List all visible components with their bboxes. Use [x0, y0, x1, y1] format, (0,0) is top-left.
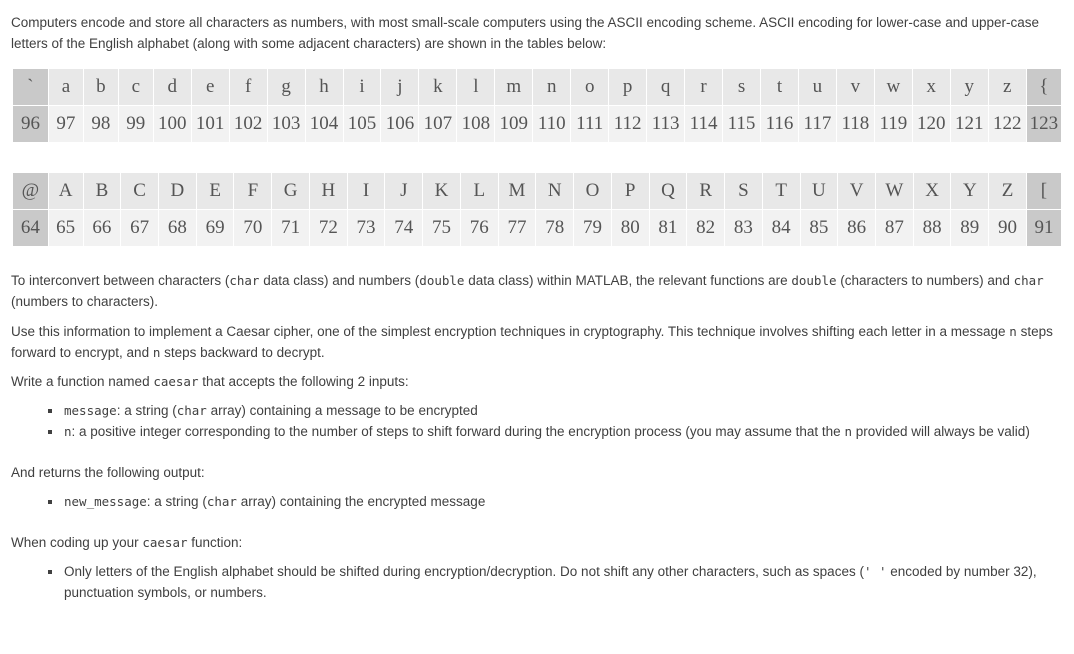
ascii-cell: 86 — [838, 210, 876, 247]
ascii-cell: O — [574, 173, 612, 210]
ascii-cell: 89 — [951, 210, 989, 247]
ascii-cell: h — [305, 69, 343, 106]
ascii-cell: e — [191, 69, 229, 106]
coding-paragraph — [11, 532, 1062, 553]
ascii-cell: M — [498, 173, 536, 210]
code-n: n — [64, 424, 72, 439]
ascii-cell: 111 — [571, 106, 609, 143]
ascii-cell: o — [571, 69, 609, 106]
lowercase-char-row — [13, 69, 1062, 106]
code-double: double — [791, 273, 837, 288]
ascii-cell: 112 — [609, 106, 647, 143]
ascii-cell: p — [609, 69, 647, 106]
ascii-cell: d — [153, 69, 191, 106]
ascii-cell: 114 — [685, 106, 723, 143]
ascii-cell: 108 — [457, 106, 495, 143]
ascii-cell: 65 — [48, 210, 83, 247]
ascii-cell: x — [912, 69, 950, 106]
ascii-cell: 115 — [723, 106, 761, 143]
ascii-cell: N — [536, 173, 574, 210]
ascii-cell: 64 — [13, 210, 49, 247]
ascii-cell: 99 — [118, 106, 153, 143]
ascii-cell: 87 — [875, 210, 913, 247]
ascii-cell: 123 — [1026, 106, 1061, 143]
ascii-cell: 82 — [687, 210, 725, 247]
intro-paragraph: Computers encode and store all characters as numbers, with most small-scale computers using the ASCII encoding scheme. ASCII encoding for lower-case and upper-case letters of the English alphabet (along with some adjacent characters) are shown in the tables below: — [11, 15, 1040, 51]
uppercase-code-row — [13, 210, 1062, 247]
ascii-cell: 76 — [460, 210, 498, 247]
ascii-cell: w — [874, 69, 912, 106]
text: array) containing a message to be encrypted — [206, 403, 478, 418]
ascii-cell: 106 — [381, 106, 419, 143]
text: function: — [187, 535, 243, 550]
ascii-cell: R — [687, 173, 725, 210]
ascii-cell: 70 — [234, 210, 272, 247]
ascii-cell: 91 — [1026, 210, 1061, 247]
ascii-cell: 118 — [836, 106, 874, 143]
ascii-cell: W — [875, 173, 913, 210]
ascii-cell: 113 — [647, 106, 685, 143]
code-char: char — [1013, 273, 1044, 288]
ascii-cell: 109 — [495, 106, 533, 143]
ascii-cell: b — [83, 69, 118, 106]
code-new-message: new_message — [64, 494, 147, 509]
ascii-cell: n — [533, 69, 571, 106]
ascii-cell: T — [762, 173, 800, 210]
text: data class) within MATLAB, the relevant functions are — [464, 273, 792, 288]
ascii-cell: 117 — [798, 106, 836, 143]
returns-paragraph: And returns the following output: — [11, 465, 205, 480]
code-char: char — [176, 403, 207, 418]
ascii-cell: 105 — [343, 106, 381, 143]
inputs-list — [11, 400, 1062, 442]
code-char: char — [206, 494, 237, 509]
text: Only letters of the English alphabet should be shifted during encryption/decryption. Do not shift any other characters, such as spaces ( — [64, 564, 864, 579]
uppercase-ascii-table — [12, 172, 1062, 247]
ascii-cell: E — [196, 173, 234, 210]
ascii-cell: a — [48, 69, 83, 106]
ascii-cell: { — [1026, 69, 1061, 106]
ascii-cell: A — [48, 173, 83, 210]
ascii-cell: 75 — [423, 210, 461, 247]
text: Use this information to implement a Caesar cipher, one of the simplest encryption techniques in cryptography. This technique involves shifting each letter in a message — [11, 324, 1010, 339]
ascii-cell: f — [229, 69, 267, 106]
ascii-cell: 67 — [121, 210, 159, 247]
ascii-cell: H — [309, 173, 347, 210]
code-caesar: caesar — [153, 374, 199, 389]
ascii-cell: 66 — [83, 210, 121, 247]
ascii-cell: 73 — [347, 210, 385, 247]
ascii-cell: k — [419, 69, 457, 106]
text: : a string ( — [116, 403, 177, 418]
ascii-cell: l — [457, 69, 495, 106]
text: When coding up your — [11, 535, 143, 550]
ascii-cell: u — [798, 69, 836, 106]
ascii-cell: P — [611, 173, 649, 210]
text: (characters to numbers) and — [836, 273, 1014, 288]
ascii-cell: 81 — [649, 210, 687, 247]
ascii-cell: U — [800, 173, 838, 210]
ascii-cell: Z — [989, 173, 1027, 210]
ascii-cell: r — [685, 69, 723, 106]
ascii-cell: i — [343, 69, 381, 106]
ascii-cell: 103 — [267, 106, 305, 143]
ascii-cell: 78 — [536, 210, 574, 247]
ascii-cell: Q — [649, 173, 687, 210]
text: : a positive integer corresponding to the number of steps to shift forward during the encryption process (you may assume that the — [71, 424, 845, 439]
ascii-cell: V — [838, 173, 876, 210]
output-new-message-item — [64, 491, 1062, 512]
ascii-cell: 84 — [762, 210, 800, 247]
code-caesar: caesar — [142, 535, 188, 550]
ascii-cell: I — [347, 173, 385, 210]
ascii-cell: 83 — [725, 210, 763, 247]
ascii-cell: 121 — [950, 106, 988, 143]
ascii-cell: 79 — [574, 210, 612, 247]
ascii-cell: C — [121, 173, 159, 210]
ascii-cell: 120 — [912, 106, 950, 143]
text: provided will always be valid) — [851, 424, 1030, 439]
lowercase-code-row — [13, 106, 1062, 143]
ascii-cell: 88 — [913, 210, 951, 247]
ascii-cell: c — [118, 69, 153, 106]
ascii-cell: 68 — [159, 210, 197, 247]
code-n: n — [152, 345, 161, 360]
code-space: ' ' — [863, 564, 887, 579]
ascii-cell: [ — [1026, 173, 1061, 210]
text: steps backward to decrypt. — [160, 345, 325, 360]
ascii-cell: 102 — [229, 106, 267, 143]
ascii-cell: 98 — [83, 106, 118, 143]
ascii-cell: S — [725, 173, 763, 210]
ascii-cell: 71 — [272, 210, 310, 247]
ascii-cell: v — [836, 69, 874, 106]
ascii-cell: 107 — [419, 106, 457, 143]
ascii-cell: t — [761, 69, 799, 106]
write-paragraph — [11, 371, 1062, 392]
ascii-cell: 77 — [498, 210, 536, 247]
ascii-cell: 90 — [989, 210, 1027, 247]
ascii-cell: j — [381, 69, 419, 106]
ascii-cell: 119 — [874, 106, 912, 143]
ascii-cell: L — [460, 173, 498, 210]
ascii-cell: 97 — [48, 106, 83, 143]
rules-list — [11, 561, 1062, 603]
ascii-cell: 110 — [533, 106, 571, 143]
ascii-cell: ` — [13, 69, 49, 106]
ascii-cell: m — [495, 69, 533, 106]
use-paragraph — [11, 321, 1062, 363]
ascii-cell: 104 — [305, 106, 343, 143]
text: steps forward to encrypt, and — [11, 324, 1053, 360]
ascii-cell: K — [423, 173, 461, 210]
ascii-cell: Y — [951, 173, 989, 210]
text: array) containing the encrypted message — [236, 494, 486, 509]
lowercase-ascii-table — [12, 68, 1062, 143]
rule-item — [64, 561, 1062, 603]
ascii-cell: D — [159, 173, 197, 210]
uppercase-char-row — [13, 173, 1062, 210]
text: data class) and numbers ( — [259, 273, 420, 288]
ascii-cell: X — [913, 173, 951, 210]
outputs-list — [11, 491, 1062, 512]
text: that accepts the following 2 inputs: — [198, 374, 409, 389]
ascii-cell: q — [647, 69, 685, 106]
code-double: double — [419, 273, 465, 288]
ascii-cell: 85 — [800, 210, 838, 247]
text: To interconvert between characters ( — [11, 273, 230, 288]
code-n: n — [844, 424, 852, 439]
convert-paragraph — [11, 270, 1062, 312]
input-n-item — [64, 421, 1062, 442]
text: encoded by number 32), punctuation symbols, or numbers. — [64, 564, 1037, 600]
ascii-cell: 122 — [988, 106, 1026, 143]
ascii-cell: F — [234, 173, 272, 210]
ascii-cell: B — [83, 173, 121, 210]
text: Write a function named — [11, 374, 154, 389]
ascii-cell: g — [267, 69, 305, 106]
ascii-cell: 101 — [191, 106, 229, 143]
text: : a string ( — [146, 494, 207, 509]
ascii-cell: 100 — [153, 106, 191, 143]
ascii-cell: z — [988, 69, 1026, 106]
ascii-cell: G — [272, 173, 310, 210]
ascii-cell: 80 — [611, 210, 649, 247]
ascii-cell: 116 — [761, 106, 799, 143]
ascii-cell: s — [723, 69, 761, 106]
ascii-cell: y — [950, 69, 988, 106]
ascii-cell: 69 — [196, 210, 234, 247]
ascii-cell: @ — [13, 173, 49, 210]
ascii-cell: 74 — [385, 210, 423, 247]
input-message-item — [64, 400, 1062, 421]
text: (numbers to characters). — [11, 294, 159, 309]
code-message: message — [64, 403, 117, 418]
ascii-cell: 96 — [13, 106, 49, 143]
code-n: n — [1009, 324, 1017, 339]
code-char: char — [229, 273, 260, 288]
ascii-cell: 72 — [309, 210, 347, 247]
ascii-cell: J — [385, 173, 423, 210]
